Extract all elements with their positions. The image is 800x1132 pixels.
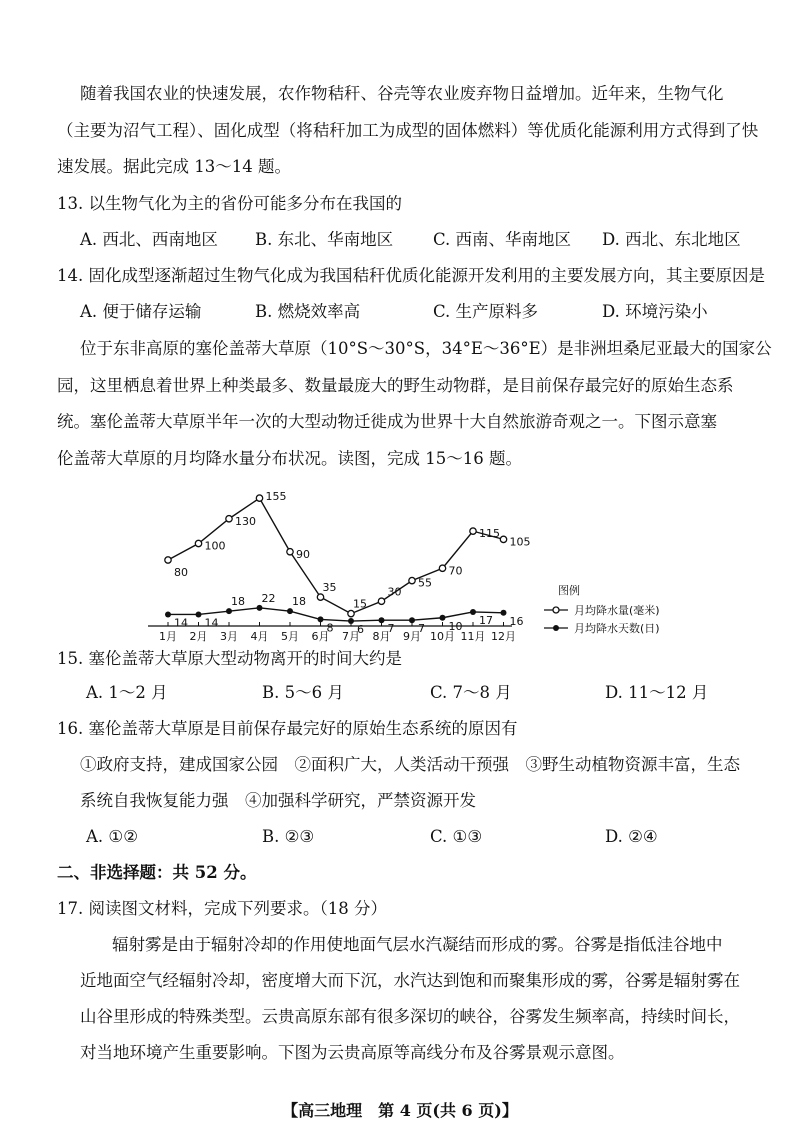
rain-point [256, 495, 262, 501]
days-value-label: 18 [231, 595, 245, 609]
rain-value-label: 115 [479, 527, 500, 541]
section-heading: 二、非选择题：共 52 分。 [57, 863, 257, 882]
q16-option-c: C. ①③ [430, 827, 483, 846]
rain-value-label: 35 [322, 581, 337, 595]
intro2-line-2: 园，这里栖息着世界上种类最多、数量最庞大的野生动物群，是目前保存最完好的原始生态系 [57, 376, 734, 395]
days-value-label: 16 [509, 614, 524, 628]
q17-line-4: 对当地环境产生重要影响。下图为云贵高原等高线分布及谷雾景观示意图。 [80, 1043, 625, 1062]
days-point [226, 608, 232, 614]
rain-value-label: 100 [204, 539, 226, 553]
rain-point [317, 594, 323, 600]
rain-series-line [168, 498, 504, 614]
q13-option-c: C. 西南、华南地区 [433, 230, 572, 249]
intro2-line-1: 位于东非高原的塞伦盖蒂大草原（10°S～30°S，34°E～36°E）是非洲坦桑尼亚最大的国家公 [80, 339, 772, 358]
rain-value-label: 105 [509, 535, 531, 549]
q13-option-b: B. 东北、华南地区 [255, 230, 394, 249]
month-label: 3月 [220, 630, 238, 643]
intro1-line-3: 速发展。据此完成 13～14 题。 [57, 157, 291, 176]
page-footer: 【高三地理 第 4 页(共 6 页)】 [282, 1101, 518, 1120]
q14-option-a: A. 便于储存运输 [80, 302, 202, 321]
days-point [165, 611, 171, 617]
legend-days-label: 月均降水天数(日) [574, 622, 660, 635]
q17-line-1: 辐射雾是由于辐射冷却的作用使地面气层水汽凝结而形成的雾。谷雾是指低洼谷地中 [112, 935, 723, 954]
q16-option-a: A. ①② [86, 827, 138, 846]
days-value-label: 7 [387, 622, 395, 636]
rain-point [348, 610, 354, 616]
days-point [379, 617, 385, 623]
rain-value-label: 155 [265, 490, 287, 504]
days-point [196, 611, 202, 617]
q13-option-d: D. 西北、东北地区 [602, 230, 741, 249]
days-value-label: 14 [174, 616, 188, 630]
q15-option-b: B. 5～6 月 [262, 683, 344, 702]
q15-option-d: D. 11～12 月 [605, 683, 709, 702]
rain-point [165, 557, 171, 563]
intro2-line-4: 伦盖蒂大草原的月均降水量分布状况。读图，完成 15～16 题。 [57, 449, 522, 468]
rain-point [500, 536, 506, 542]
rain-value-label: 130 [235, 514, 256, 528]
days-point [501, 610, 507, 616]
days-point [287, 608, 293, 614]
days-point [348, 618, 354, 624]
q13-option-a: A. 西北、西南地区 [80, 230, 218, 249]
days-value-label: 7 [418, 622, 425, 636]
q15-stem: 15. 塞伦盖蒂大草原大型动物离开的时间大约是 [57, 649, 402, 668]
rain-point [226, 516, 232, 522]
month-label: 5月 [281, 630, 299, 643]
month-label: 8月 [372, 630, 391, 643]
days-point [470, 609, 476, 615]
month-label: 12月 [491, 630, 516, 643]
legend-rain-label: 月均降水量(毫米) [574, 604, 660, 617]
q16-option-b: B. ②③ [262, 827, 315, 846]
rain-point [409, 577, 415, 583]
q16-line-1: ①政府支持，建成国家公园 ②面积广大，人类活动干预强 ③野生动植物资源丰富，生态 [80, 755, 740, 774]
rain-value-label: 15 [353, 597, 367, 611]
rain-point [287, 549, 293, 555]
q14-option-d: D. 环境污染小 [602, 302, 708, 321]
days-value-label: 18 [292, 595, 306, 609]
precipitation-chart [140, 478, 700, 648]
intro2-line-3: 统。塞伦盖蒂大草原半年一次的大型动物迁徙成为世界十大自然旅游奇观之一。下图示意塞 [57, 412, 717, 431]
rain-point [378, 598, 384, 604]
month-label: 2月 [189, 630, 208, 643]
rain-value-label: 30 [387, 585, 402, 599]
q17-stem: 17. 阅读图文材料，完成下列要求。（18 分） [57, 899, 387, 918]
rain-value-label: 90 [296, 547, 310, 561]
legend-days-marker [553, 625, 559, 631]
q14-stem: 14. 固化成型逐渐超过生物气化成为我国秸秆优质化能源开发利用的主要发展方向，其主要原因是 [57, 266, 765, 285]
days-point [409, 617, 415, 623]
q14-option-c: C. 生产原料多 [433, 302, 539, 321]
q17-line-2: 近地面空气经辐射冷却，密度增大而下沉，水汽达到饱和而聚集形成的雾，谷雾是辐射雾在 [80, 971, 740, 990]
month-label: 10月 [430, 630, 455, 643]
month-label: 9月 [403, 630, 421, 643]
legend-rain-marker [553, 607, 559, 613]
intro1-line-1: 随着我国农业的快速发展，农作物秸秆、谷壳等农业废弃物日益增加。近年来，生物气化 [80, 84, 724, 103]
q16-stem: 16. 塞伦盖蒂大草原是目前保存最完好的原始生态系统的原因有 [57, 719, 518, 738]
days-value-label: 8 [326, 621, 334, 635]
rain-point [470, 528, 476, 534]
days-point [257, 605, 263, 611]
days-value-label: 10 [448, 619, 463, 633]
q17-line-3: 山谷里形成的特殊类型。云贵高原东部有很多深切的峡谷，谷雾发生频率高，持续时间长， [80, 1007, 740, 1026]
month-label: 11月 [460, 630, 486, 643]
month-label: 6月 [311, 630, 330, 643]
days-point [318, 616, 324, 622]
rain-value-label: 55 [418, 576, 432, 590]
days-value-label: 17 [479, 613, 493, 627]
rain-point [439, 565, 445, 571]
q13-stem: 13. 以生物气化为主的省份可能多分布在我国的 [57, 194, 402, 213]
month-label: 1月 [159, 630, 177, 643]
intro1-line-2: （主要为沼气工程）、固化成型（将秸秆加工为成型的固体燃料）等优质化能源利用方式得到了快 [57, 121, 759, 140]
q15-option-a: A. 1～2 月 [86, 683, 168, 702]
days-value-label: 14 [204, 616, 219, 630]
rain-point [195, 540, 201, 546]
q15-option-c: C. 7～8 月 [430, 683, 512, 702]
days-value-label: 6 [357, 623, 364, 637]
q16-line-2: 系统自我恢复能力强 ④加强科学研究，严禁资源开发 [80, 791, 476, 810]
days-value-label: 22 [261, 591, 276, 605]
legend-title: 图例 [558, 584, 580, 597]
month-label: 4月 [250, 630, 269, 643]
month-label: 7月 [342, 630, 360, 643]
q14-option-b: B. 燃烧效率高 [255, 302, 361, 321]
rain-value-label: 70 [448, 564, 463, 578]
rain-value-label: 80 [174, 566, 188, 579]
q16-option-d: D. ②④ [605, 827, 658, 846]
days-point [440, 615, 446, 621]
